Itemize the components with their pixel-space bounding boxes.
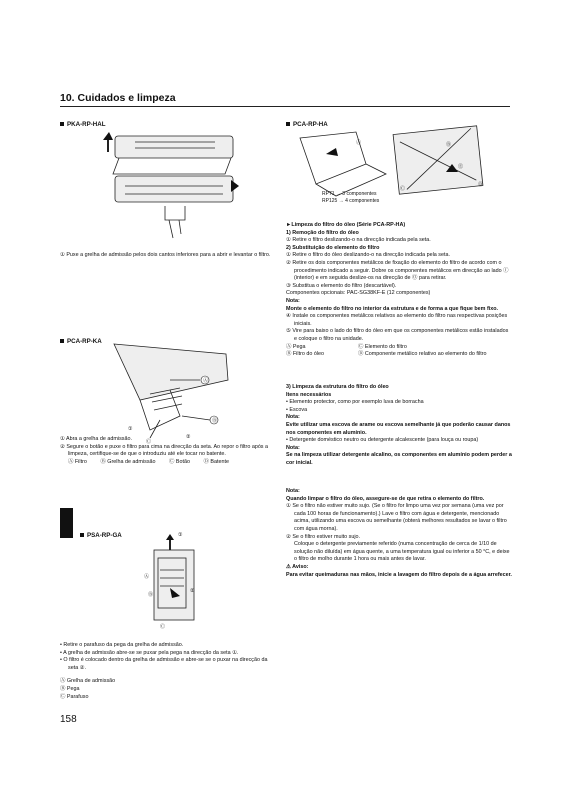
frame-item-2: • Escova (286, 406, 308, 413)
ha-component-counts (322, 191, 379, 205)
oil-heading: ►Limpeza do filtro do óleo (Série PCA-RP-HA) (286, 222, 406, 228)
ga-bullet-2: • A grelha de admissão abre-se se puxar pela pega na direcção da seta ①. (60, 649, 239, 656)
ga-legend-screw: Ⓒ Parafuso (60, 693, 89, 700)
ka-legend-filter: Ⓐ Filtro (68, 458, 87, 465)
oil-s2c: ③ Substitua o elemento do filtro (descartável). (286, 282, 397, 289)
section-tab-marker (60, 508, 73, 538)
ga-legend-handle: Ⓑ Pega (60, 685, 80, 692)
title-rule (60, 106, 510, 107)
pka-hal-illustration (95, 130, 245, 242)
ka-step-2: ② Segure o botão e puxe o filtro para cima na direcção da seta. Ao repor o filtro após a limpeza, certifique-se de que o introduziu até ele tocar no batente. (60, 443, 269, 458)
oil-s2b: ② Retire os dois componentes metálicos de fixação do elemento do filtro de acordo com o procedimento indicado a seguir. Dobre os componentes metálicos em direcção ao lado Ⓘ (interior) e em seguida deslize-os na direcção de Ⓞ para retirar. (286, 259, 509, 282)
warning-label: ⚠ Aviso: (286, 563, 309, 570)
ka-label-2: ② (186, 434, 191, 440)
pca-ka-illustration (110, 340, 240, 444)
frame-note-text: Evite utilizar uma escova de arame ou escova semelhante já que poderão causar danos nos componentes em alumínio. (286, 421, 511, 436)
final-p1: ① Se o filtro não estiver muito sujo. (Se o filtro for limpo uma vez por semana (uma vez por cada 100 horas de funcionamento).) Lave o filtro com água e detergente, mencionado acima, utilizando uma escova ou semelhante (obterá melhores resultados se lavar o filtro com água morna). (286, 503, 507, 532)
square-bullet-icon (286, 122, 290, 126)
warning-text: Para evitar queimaduras nas mãos, inicie a lavagem do filtro depois de a água arrefecer. (286, 571, 512, 578)
section-header-pca-rp-ka: PCA-RP-KA (60, 338, 274, 345)
oil-filter-section (286, 222, 512, 359)
final-p2b: Coloque o detergente previamente referido (numa concentração de cerca de 1/10 de solução não diluída) em água quente, a uma temperatura igual ou inferior a 50 °C, e deixe o filtro de molho durante 1 hora ou mais antes de lavar. (294, 541, 510, 563)
section-header-pca-rp-ha: PCA-RP-HA (286, 121, 512, 128)
square-bullet-icon (60, 339, 64, 343)
oil-legend-handle: Ⓐ Pega (286, 343, 306, 350)
oil-s1a: ① Retire o filtro deslizando-o na direcção indicada pela seta. (286, 237, 431, 244)
ha-rp125: RP125 → 4 componentes (322, 198, 380, 204)
ga-label-b: Ⓑ (148, 592, 154, 598)
section-header-pka-rp-hal: PKA-RP-HAL (60, 121, 274, 128)
final-notes-section (286, 488, 512, 579)
frame-item-1: • Elemento protector, como por exemplo luva de borracha (286, 399, 424, 406)
frame-heading: 3) Limpeza da estrutura do filtro do óleo (286, 384, 389, 390)
oil-note-text: Monte o elemento do filtro no interior da estrutura e de forma a que fique bem fixo. (286, 305, 499, 312)
oil-optional: Componentes opcionais: PAC-SG38KF-E (12 componentes) (286, 290, 431, 297)
ka-legend-button: Ⓒ Botão (169, 458, 190, 465)
psa-ga-illustration (140, 530, 210, 632)
ha-label-c: Ⓒ (400, 186, 406, 192)
frame-cleaning-section (286, 384, 512, 468)
oil-note-label: Nota: (286, 297, 300, 304)
ha-label-e: Ⓔ (458, 164, 464, 170)
ka-label-c: Ⓒ (146, 439, 152, 444)
page-title: 10. Cuidados e limpeza (60, 92, 176, 104)
hal-step-1: ① Puxe a grelha de admissão pelos dois cantos inferiores para a abrir e levantar o filtro. (60, 252, 271, 258)
ga-label-a: Ⓐ (144, 574, 150, 580)
frame-item-3: • Detergente doméstico neutro ou detergente alcalescente (para louça ou roupa) (286, 437, 479, 444)
oil-s1: 1) Remoção do filtro do óleo (286, 229, 359, 236)
ga-bullet-3: • O filtro é colocado dentro da grelha de admissão e abre-se se o puxar na direcção da seta ②. (60, 657, 268, 671)
page-number: 158 (60, 714, 77, 725)
oil-legend-element: Ⓒ Elemento do filtro (358, 343, 407, 350)
ga-label-1: ① (178, 532, 183, 538)
ka-legend-stopper: Ⓓ Batente (203, 458, 229, 465)
ga-label-2: ② (190, 588, 195, 594)
ka-legend (60, 459, 274, 467)
ga-instructions (60, 642, 274, 701)
ha-label-a: Ⓐ (356, 140, 362, 146)
ha-label-d: Ⓓ (478, 182, 484, 188)
frame-note-label: Nota: (286, 414, 300, 421)
final-p2: ② Se o filtro estiver muito sujo. (286, 533, 361, 540)
frame-note2-text: Se na limpeza utilizar detergente alcalino, os componentes em alumínio podem perder a cor inicial. (286, 452, 512, 466)
final-note-label: Nota: (286, 488, 300, 494)
frame-note2-label: Nota: (286, 444, 300, 451)
oil-legend-metal: Ⓓ Componente metálico relativo ao elemento do filtro (358, 351, 487, 358)
ga-bullet-1: • Retire o parafuso da pega da grelha de admissão. (60, 642, 184, 648)
ka-label-1: ① (128, 426, 133, 432)
ka-step-1: ① Abra a grelha de admissão. (60, 436, 132, 442)
oil-s2: 2) Substituição do elemento do filtro (286, 244, 380, 251)
oil-s2e: ⑤ Vire para baixo o lado do filtro do óleo em que os componentes metálicos estão instalados e coloque o filtro na unidade. (286, 328, 509, 342)
oil-s2d: ④ Instale os componentes metálicos relativos ao elemento do filtro nas respectivas posições iniciais. (286, 313, 508, 327)
oil-s2a: ① Retire o filtro do óleo deslizando-o na direcção indicada pela seta. (286, 252, 450, 259)
ha-label-b: Ⓑ (446, 142, 452, 148)
ka-instructions (60, 436, 274, 466)
ga-label-c: Ⓒ (160, 624, 166, 630)
square-bullet-icon (60, 122, 64, 126)
final-note-text: Quando limpar o filtro do óleo, assegure-se de que retira o elemento do filtro. (286, 495, 485, 502)
ka-legend-grille: Ⓑ Grelha de admissão (100, 458, 156, 465)
oil-legend-row-2 (286, 351, 512, 359)
oil-legend-row-1 (286, 344, 512, 352)
square-bullet-icon (80, 533, 84, 537)
ka-label-a: Ⓐ (203, 378, 209, 384)
section-header-psa-rp-ga: PSA-RP-GA (80, 532, 122, 539)
frame-items-label: Itens necessários (286, 391, 332, 398)
oil-legend-filter: Ⓑ Filtro do óleo (286, 351, 325, 358)
ka-label-b: Ⓑ (212, 418, 218, 424)
ga-legend-grille: Ⓐ Grelha de admissão (60, 678, 116, 685)
ha-rp71: RP71 → 3 componentes (322, 191, 377, 197)
